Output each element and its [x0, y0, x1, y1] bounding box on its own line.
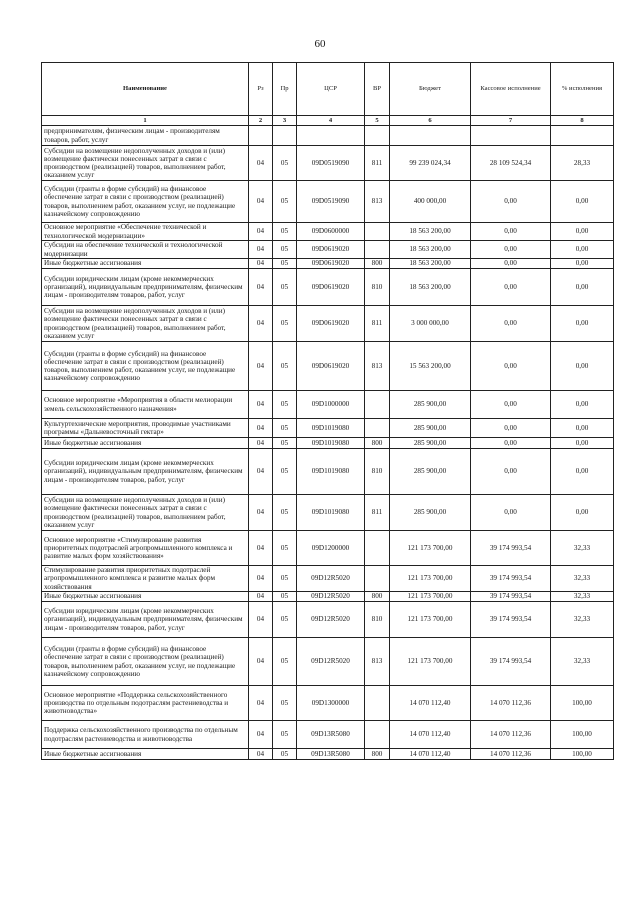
header-execution-percent: % исполнения	[551, 63, 614, 116]
table-row	[42, 602, 614, 638]
budget-execution-table	[41, 62, 614, 760]
row-cash-execution: 39 174 993,54	[471, 566, 551, 592]
row-name: Иные бюджетные ассигнования	[42, 592, 249, 602]
row-pr: 05	[273, 391, 297, 419]
row-vr	[365, 391, 390, 419]
table-row	[42, 259, 614, 269]
row-execution-percent: 0,00	[551, 391, 614, 419]
row-csr: 09D1200000	[297, 531, 365, 566]
row-budget: 121 173 700,00	[390, 531, 471, 566]
row-rz: 04	[249, 495, 273, 531]
row-vr	[365, 126, 390, 146]
row-csr: 09D1019080	[297, 449, 365, 495]
row-vr: 813	[365, 638, 390, 686]
row-execution-percent: 0,00	[551, 495, 614, 531]
row-pr: 05	[273, 749, 297, 760]
row-rz: 04	[249, 269, 273, 306]
row-cash-execution: 0,00	[471, 223, 551, 241]
row-pr: 05	[273, 531, 297, 566]
row-vr	[365, 686, 390, 721]
row-pr: 05	[273, 269, 297, 306]
row-budget: 285 900,00	[390, 438, 471, 449]
table-row	[42, 638, 614, 686]
row-name: Субсидии на возмещение недополученных доходов и (или) возмещение фактически понесенных затрат в связи с производством (реализацией) товаров, выполнением работ, оказанием услуг	[42, 306, 249, 342]
row-cash-execution: 0,00	[471, 419, 551, 438]
row-rz: 04	[249, 223, 273, 241]
row-csr: 09D13R5080	[297, 749, 365, 760]
row-csr: 09D1300000	[297, 686, 365, 721]
header-pr: Пр	[273, 63, 297, 116]
row-cash-execution: 39 174 993,54	[471, 531, 551, 566]
row-cash-execution: 14 070 112,36	[471, 721, 551, 749]
table-row	[42, 495, 614, 531]
row-name: Основное мероприятие «Мероприятия в области мелиорации земель сельскохозяйственного назначения»	[42, 391, 249, 419]
row-execution-percent: 100,00	[551, 686, 614, 721]
row-budget: 18 563 200,00	[390, 259, 471, 269]
row-vr	[365, 241, 390, 259]
row-cash-execution: 0,00	[471, 181, 551, 223]
row-pr: 05	[273, 721, 297, 749]
row-name: Иные бюджетные ассигнования	[42, 749, 249, 760]
row-vr: 810	[365, 602, 390, 638]
row-cash-execution: 0,00	[471, 495, 551, 531]
row-vr	[365, 223, 390, 241]
row-csr: 09D0619020	[297, 269, 365, 306]
row-cash-execution	[471, 126, 551, 146]
row-vr: 800	[365, 438, 390, 449]
row-pr: 05	[273, 602, 297, 638]
row-budget: 285 900,00	[390, 391, 471, 419]
row-vr: 811	[365, 146, 390, 181]
table-body	[42, 126, 614, 760]
row-budget	[390, 126, 471, 146]
row-execution-percent: 0,00	[551, 438, 614, 449]
row-pr: 05	[273, 592, 297, 602]
row-pr: 05	[273, 438, 297, 449]
row-name: Основное мероприятие «Стимулирование развития приоритетных подотраслей агропромышленного комплекса и развитие малых форм хозяйствования»	[42, 531, 249, 566]
row-csr: 09D12R5020	[297, 566, 365, 592]
row-name: Иные бюджетные ассигнования	[42, 438, 249, 449]
row-pr: 05	[273, 419, 297, 438]
row-rz: 04	[249, 391, 273, 419]
row-budget: 15 563 200,00	[390, 342, 471, 391]
row-rz: 04	[249, 342, 273, 391]
column-number: 8	[551, 116, 614, 126]
row-rz: 04	[249, 306, 273, 342]
row-csr: 09D0619020	[297, 241, 365, 259]
row-execution-percent: 0,00	[551, 449, 614, 495]
row-budget: 121 173 700,00	[390, 638, 471, 686]
row-csr: 09D12R5020	[297, 592, 365, 602]
header-rz: Рз	[249, 63, 273, 116]
row-budget: 121 173 700,00	[390, 592, 471, 602]
row-vr: 800	[365, 259, 390, 269]
row-cash-execution: 14 070 112,36	[471, 686, 551, 721]
row-name: Субсидии юридическим лицам (кроме некоммерческих организаций), индивидуальным предпринимателям, физическим лицам - производителям товаров, работ, услуг	[42, 269, 249, 306]
row-cash-execution: 0,00	[471, 449, 551, 495]
column-number: 6	[390, 116, 471, 126]
row-csr: 09D12R5020	[297, 602, 365, 638]
row-rz: 04	[249, 566, 273, 592]
row-rz: 04	[249, 638, 273, 686]
table-row	[42, 721, 614, 749]
header-vr: ВР	[365, 63, 390, 116]
row-csr	[297, 126, 365, 146]
row-vr: 813	[365, 342, 390, 391]
column-number: 7	[471, 116, 551, 126]
row-csr: 09D0619020	[297, 259, 365, 269]
row-rz: 04	[249, 686, 273, 721]
row-csr: 09D0600000	[297, 223, 365, 241]
row-rz: 04	[249, 602, 273, 638]
row-csr: 09D0619020	[297, 342, 365, 391]
row-name: Субсидии (гранты в форме субсидий) на финансовое обеспечение затрат в связи с производством (реализацией) товаров, выполнением работ, оказанием услуг, не подлежащие казначейскому сопровождению	[42, 181, 249, 223]
row-execution-percent: 0,00	[551, 181, 614, 223]
row-execution-percent: 0,00	[551, 241, 614, 259]
table-row	[42, 686, 614, 721]
row-csr: 09D1019080	[297, 419, 365, 438]
row-execution-percent	[551, 126, 614, 146]
row-pr: 05	[273, 638, 297, 686]
row-pr: 05	[273, 342, 297, 391]
row-execution-percent: 32,33	[551, 638, 614, 686]
table-row	[42, 342, 614, 391]
table-row	[42, 269, 614, 306]
row-name: Стимулирование развития приоритетных подотраслей агропромышленного комплекса и развитие малых форм хозяйствования	[42, 566, 249, 592]
row-budget: 14 070 112,40	[390, 749, 471, 760]
row-vr	[365, 566, 390, 592]
row-vr	[365, 531, 390, 566]
row-vr: 811	[365, 495, 390, 531]
row-rz: 04	[249, 438, 273, 449]
row-csr: 09D13R5080	[297, 721, 365, 749]
table-header-row	[42, 63, 614, 116]
row-name: Культуртехнические мероприятия, проводимые участниками программы «Дальневосточный гектар»	[42, 419, 249, 438]
row-execution-percent: 100,00	[551, 721, 614, 749]
table-row	[42, 391, 614, 419]
row-cash-execution: 0,00	[471, 241, 551, 259]
row-vr	[365, 419, 390, 438]
table-row	[42, 531, 614, 566]
table-row	[42, 566, 614, 592]
row-execution-percent: 0,00	[551, 306, 614, 342]
row-cash-execution: 39 174 993,54	[471, 592, 551, 602]
column-number: 1	[42, 116, 249, 126]
row-execution-percent: 32,33	[551, 531, 614, 566]
row-csr: 09D0619020	[297, 306, 365, 342]
row-name: Субсидии на возмещение недополученных доходов и (или) возмещение фактически понесенных затрат в связи с производством (реализацией) товаров, выполнением работ, оказанием услуг	[42, 495, 249, 531]
row-budget: 14 070 112,40	[390, 721, 471, 749]
header-cash-execution: Кассовое исполнение	[471, 63, 551, 116]
row-pr: 05	[273, 495, 297, 531]
row-cash-execution: 28 109 524,34	[471, 146, 551, 181]
row-execution-percent: 0,00	[551, 269, 614, 306]
row-pr: 05	[273, 223, 297, 241]
row-pr: 05	[273, 449, 297, 495]
row-csr: 09D0519090	[297, 146, 365, 181]
row-rz: 04	[249, 749, 273, 760]
row-pr: 05	[273, 146, 297, 181]
row-vr: 810	[365, 449, 390, 495]
table-row	[42, 438, 614, 449]
column-number: 4	[297, 116, 365, 126]
row-rz	[249, 126, 273, 146]
table-row	[42, 592, 614, 602]
row-execution-percent: 0,00	[551, 259, 614, 269]
column-number: 2	[249, 116, 273, 126]
row-pr: 05	[273, 566, 297, 592]
row-pr: 05	[273, 241, 297, 259]
row-name: Субсидии юридическим лицам (кроме некоммерческих организаций), индивидуальным предпринимателям, физическим лицам - производителям товаров, работ, услуг	[42, 449, 249, 495]
row-rz: 04	[249, 259, 273, 269]
row-cash-execution: 0,00	[471, 306, 551, 342]
header-csr: ЦСР	[297, 63, 365, 116]
row-cash-execution: 0,00	[471, 438, 551, 449]
table-row	[42, 306, 614, 342]
row-execution-percent: 0,00	[551, 223, 614, 241]
row-cash-execution: 14 070 112,36	[471, 749, 551, 760]
row-vr: 800	[365, 592, 390, 602]
row-cash-execution: 39 174 993,54	[471, 602, 551, 638]
row-name: Иные бюджетные ассигнования	[42, 259, 249, 269]
row-budget: 18 563 200,00	[390, 269, 471, 306]
row-budget: 400 000,00	[390, 181, 471, 223]
row-budget: 14 070 112,40	[390, 686, 471, 721]
row-rz: 04	[249, 146, 273, 181]
row-execution-percent: 32,33	[551, 592, 614, 602]
row-budget: 121 173 700,00	[390, 566, 471, 592]
row-budget: 285 900,00	[390, 449, 471, 495]
row-pr: 05	[273, 686, 297, 721]
header-budget: Бюджет	[390, 63, 471, 116]
row-budget: 18 563 200,00	[390, 223, 471, 241]
table-row	[42, 181, 614, 223]
row-execution-percent: 100,00	[551, 749, 614, 760]
row-budget: 18 563 200,00	[390, 241, 471, 259]
row-rz: 04	[249, 419, 273, 438]
row-pr: 05	[273, 259, 297, 269]
row-rz: 04	[249, 721, 273, 749]
row-pr: 05	[273, 181, 297, 223]
row-name: Субсидии (гранты в форме субсидий) на финансовое обеспечение затрат в связи с производством (реализацией) товаров, выполнением работ, оказанием услуг, не подлежащие казначейскому сопровождению	[42, 638, 249, 686]
row-execution-percent: 28,33	[551, 146, 614, 181]
row-budget: 121 173 700,00	[390, 602, 471, 638]
page-number: 60	[314, 38, 326, 50]
table-row	[42, 749, 614, 760]
row-vr	[365, 721, 390, 749]
row-cash-execution: 0,00	[471, 259, 551, 269]
row-rz: 04	[249, 241, 273, 259]
column-number: 3	[273, 116, 297, 126]
row-name: Субсидии на обеспечение технической и технологической модернизации	[42, 241, 249, 259]
row-name: Поддержка сельскохозяйственного производства по отдельным подотраслям растениеводства и животноводства	[42, 721, 249, 749]
row-execution-percent: 0,00	[551, 342, 614, 391]
row-vr: 813	[365, 181, 390, 223]
row-cash-execution: 0,00	[471, 342, 551, 391]
row-pr	[273, 126, 297, 146]
row-execution-percent: 32,33	[551, 566, 614, 592]
row-csr: 09D12R5020	[297, 638, 365, 686]
row-name: Субсидии (гранты в форме субсидий) на финансовое обеспечение затрат в связи с производством (реализацией) товаров, выполнением работ, оказанием услуг, не подлежащие казначейскому сопровождению	[42, 342, 249, 391]
row-rz: 04	[249, 592, 273, 602]
header-name: Наименование	[42, 63, 249, 116]
row-rz: 04	[249, 531, 273, 566]
row-vr: 810	[365, 269, 390, 306]
row-rz: 04	[249, 181, 273, 223]
row-cash-execution: 39 174 993,54	[471, 638, 551, 686]
column-number-row	[42, 116, 614, 126]
row-csr: 09D1019080	[297, 495, 365, 531]
table-row	[42, 126, 614, 146]
row-execution-percent: 32,33	[551, 602, 614, 638]
table-row	[42, 449, 614, 495]
row-name: Субсидии на возмещение недополученных доходов и (или) возмещение фактически понесенных затрат в связи с производством (реализацией) товаров, выполнением работ, оказанием услуг	[42, 146, 249, 181]
row-cash-execution: 0,00	[471, 391, 551, 419]
row-name: Основное мероприятие «Обеспечение технической и технологической модернизации»	[42, 223, 249, 241]
row-name: Основное мероприятие «Поддержка сельскохозяйственного производства по отдельным подотраслям растениеводства и животноводства»	[42, 686, 249, 721]
table-row	[42, 146, 614, 181]
table-row	[42, 419, 614, 438]
row-csr: 09D0519090	[297, 181, 365, 223]
table-row	[42, 241, 614, 259]
row-budget: 99 239 024,34	[390, 146, 471, 181]
row-csr: 09D1019080	[297, 438, 365, 449]
row-budget: 285 900,00	[390, 495, 471, 531]
column-number: 5	[365, 116, 390, 126]
row-csr: 09D1000000	[297, 391, 365, 419]
row-pr: 05	[273, 306, 297, 342]
row-execution-percent: 0,00	[551, 419, 614, 438]
row-vr: 800	[365, 749, 390, 760]
row-rz: 04	[249, 449, 273, 495]
row-budget: 285 900,00	[390, 419, 471, 438]
row-vr: 811	[365, 306, 390, 342]
row-name: Субсидии юридическим лицам (кроме некоммерческих организаций), индивидуальным предпринимателям, физическим лицам - производителям товаров, работ, услуг	[42, 602, 249, 638]
row-cash-execution: 0,00	[471, 269, 551, 306]
row-budget: 3 000 000,00	[390, 306, 471, 342]
row-name: предпринимателям, физическим лицам - производителям товаров, работ, услуг	[42, 126, 249, 146]
table-row	[42, 223, 614, 241]
